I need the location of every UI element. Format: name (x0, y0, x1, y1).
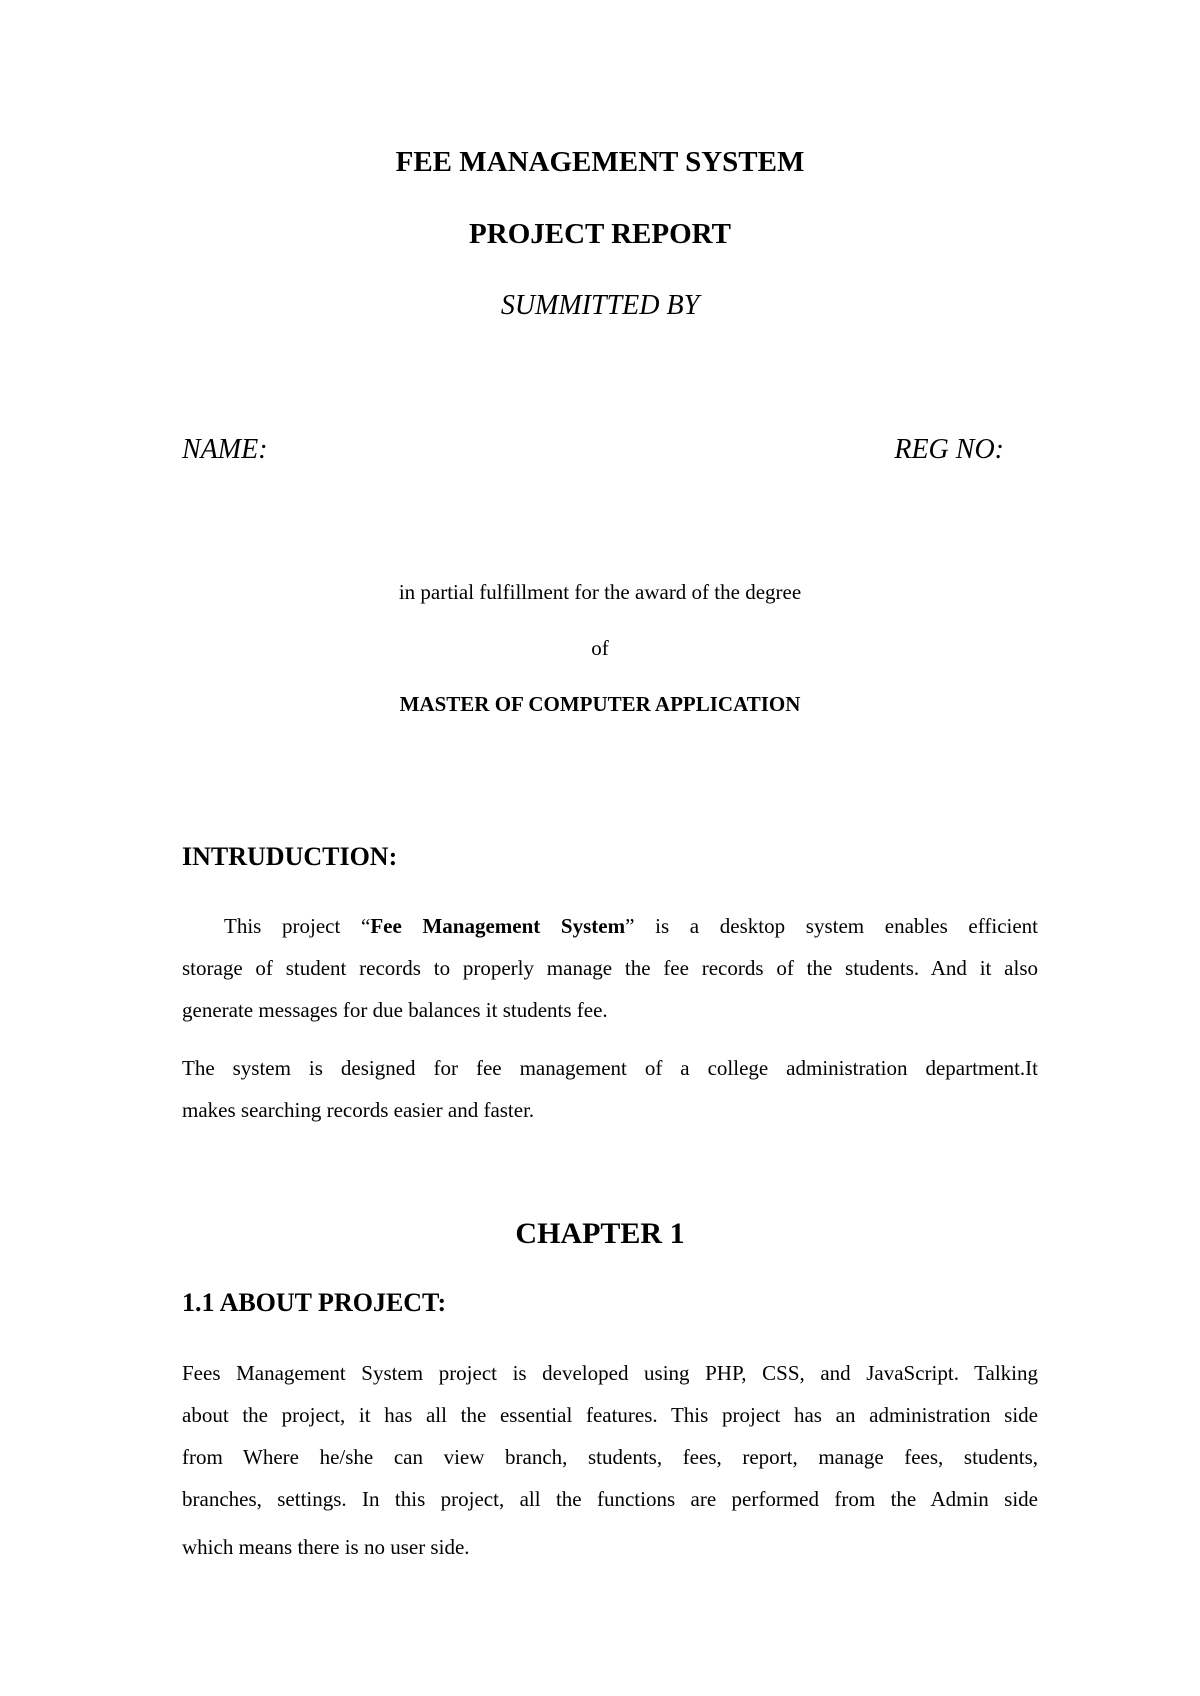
submitted-by-label: SUMMITTED BY (500, 290, 700, 321)
intro-p1-pre: This project “ (224, 914, 371, 938)
report-subtitle: PROJECT REPORT (469, 218, 731, 250)
introduction-paragraph-1 (182, 905, 1038, 1031)
introduction-paragraph-2 (182, 1047, 1038, 1131)
reg-no-label: REG NO: (894, 434, 1004, 465)
intro-p1-bold-term: Fee Management System (370, 914, 626, 938)
intro-p1-line-1 (182, 905, 1038, 947)
about-line-4: branches, settings. In this project, all the functions are performed from the Admin side (182, 1487, 1038, 1511)
intro-p1-line-2: storage of student records to properly manage the fee records of the students. And it also (182, 956, 1038, 980)
intro-p1-line-3: generate messages for due balances it students fee. (182, 998, 608, 1022)
about-line-5: which means there is no user side. (182, 1535, 470, 1559)
report-title: FEE MANAGEMENT SYSTEM (395, 146, 805, 178)
about-project-heading: 1.1 ABOUT PROJECT: (182, 1288, 447, 1317)
partial-fulfillment-text: in partial fulfillment for the award of the degree (398, 580, 802, 604)
degree-name: MASTER OF COMPUTER APPLICATION (399, 692, 801, 716)
introduction-heading: INTRUDUCTION: (182, 842, 398, 871)
intro-p2-line-2: makes searching records easier and faster. (182, 1098, 535, 1122)
chapter-title: CHAPTER 1 (515, 1217, 685, 1250)
name-label: NAME: (182, 434, 268, 465)
about-project-paragraph (182, 1352, 1038, 1568)
intro-p1-post: ” is a desktop system enables efficient (625, 914, 1039, 938)
of-text: of (591, 636, 609, 660)
intro-p2-line-1: The system is designed for fee management of a college administration department.It (182, 1056, 1038, 1080)
about-line-2: about the project, it has all the essential features. This project has an administration side (182, 1403, 1038, 1427)
about-line-3: from Where he/she can view branch, students, fees, report, manage fees, students, (182, 1445, 1038, 1469)
about-line-1: Fees Management System project is developed using PHP, CSS, and JavaScript. Talking (182, 1361, 1038, 1385)
